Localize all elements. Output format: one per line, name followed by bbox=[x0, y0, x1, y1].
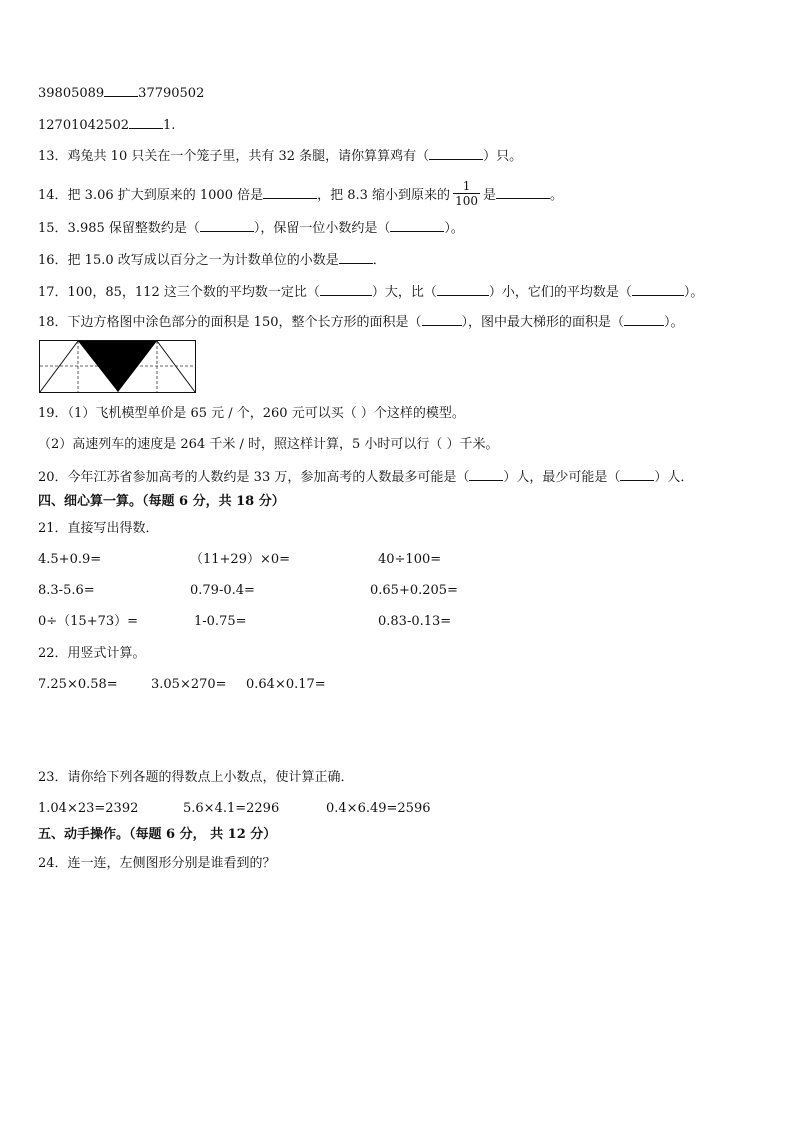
answer-blank[interactable] bbox=[263, 185, 317, 199]
compare-line-1: 39805089 37790502 bbox=[38, 83, 204, 103]
answer-blank[interactable] bbox=[632, 282, 684, 296]
calc-item: 4.5+0.9= bbox=[38, 552, 102, 567]
calc-item: （11+29）×0= bbox=[190, 552, 291, 567]
calc-item: 1.04×23=2392 bbox=[38, 801, 139, 816]
fraction: $\frac{1}{100}$ bbox=[455, 179, 478, 208]
calc-item: 0.83-0.13= bbox=[378, 614, 452, 629]
calc-item: 5.6×4.1=2296 bbox=[183, 801, 280, 816]
answer-blank[interactable] bbox=[200, 218, 254, 232]
answer-blank[interactable] bbox=[429, 146, 483, 160]
calc-item: 1-0.75= bbox=[194, 614, 247, 629]
question-23-title: 23．请你给下列各题的得数点上小数点，使计算正确． bbox=[38, 770, 354, 785]
calc-item: 3.05×270= bbox=[151, 677, 227, 692]
calc-item: 0.79-0.4= bbox=[190, 583, 255, 598]
question-22-title: 22．用竖式计算。 bbox=[38, 646, 146, 661]
calc-item: 0÷（15+73）= bbox=[38, 614, 139, 629]
trapezoid-right-edge bbox=[157, 341, 195, 392]
shaded-triangle bbox=[78, 341, 157, 392]
answer-blank[interactable] bbox=[496, 185, 550, 199]
calc-item: 0.4×6.49=2596 bbox=[326, 801, 431, 816]
question-24-title: 24．连一连，左侧图形分别是谁看到的？ bbox=[38, 856, 276, 871]
answer-blank[interactable] bbox=[339, 250, 373, 264]
answer-blank[interactable] bbox=[320, 282, 372, 296]
answer-blank[interactable] bbox=[437, 282, 489, 296]
question-13: 13．鸡兔共 10 只关在一个笼子里，共有 32 条腿，请你算算鸡有（ ）只。 bbox=[38, 146, 522, 166]
question-16: 16．把 15.0 改写成以百分之一为计数单位的小数是 ． bbox=[38, 250, 386, 270]
question-21-title: 21．直接写出得数． bbox=[38, 521, 159, 536]
question-20: 20．今年江苏省参加高考的人数约是 33 万，参加高考的人数最多可能是（ ）人，最少可能是（ ）人． bbox=[38, 467, 693, 487]
answer-blank[interactable] bbox=[624, 312, 664, 326]
answer-blank[interactable] bbox=[390, 218, 444, 232]
calc-item: 8.3-5.6= bbox=[38, 583, 95, 598]
answer-blank[interactable] bbox=[129, 115, 163, 129]
section-5-title: 五、动手操作。（每题 6 分， 共 12 分） bbox=[38, 827, 277, 842]
question-19-part-2: （2）高速列车的速度是 264 千米 / 时，照这样计算，5 小时可以行（ ）千米。 bbox=[38, 437, 499, 452]
answer-blank[interactable] bbox=[620, 467, 654, 481]
question-18: 18．下边方格图中涂色部分的面积是 150，整个长方形的面积是（ ），图中最大梯形的面积是（ ）。 bbox=[38, 312, 684, 332]
calc-item: 7.25×0.58= bbox=[38, 677, 118, 692]
answer-blank[interactable] bbox=[469, 467, 503, 481]
compare-line-2: 12701042502 1. bbox=[38, 115, 175, 135]
section-4-title: 四、细心算一算。（每题 6 分，共 18 分） bbox=[38, 494, 285, 509]
question-14: 14．把 3.06 扩大到原来的 1000 倍是 ，把 8.3 缩小到原来的 $\frac{1}{100}$ 是 。 bbox=[38, 179, 563, 208]
calc-item: 0.64×0.17= bbox=[246, 677, 326, 692]
calc-item: 40÷100= bbox=[378, 552, 442, 567]
trapezoid-left-edge bbox=[40, 341, 78, 392]
answer-blank[interactable] bbox=[422, 312, 462, 326]
answer-blank[interactable] bbox=[104, 83, 138, 97]
question-15: 15．3.985 保留整数约是（ ），保留一位小数约是（ ）。 bbox=[38, 218, 464, 238]
calc-item: 0.65+0.205= bbox=[370, 583, 458, 598]
grid-figure bbox=[39, 340, 196, 394]
question-19-part-1: 19．（1）飞机模型单价是 65 元 / 个，260 元可以买（ ）个这样的模型。 bbox=[38, 406, 465, 421]
question-17: 17．100，85，112 这三个数的平均数一定比（ ）大，比（ ）小，它们的平均数是（ ）。 bbox=[38, 282, 703, 302]
